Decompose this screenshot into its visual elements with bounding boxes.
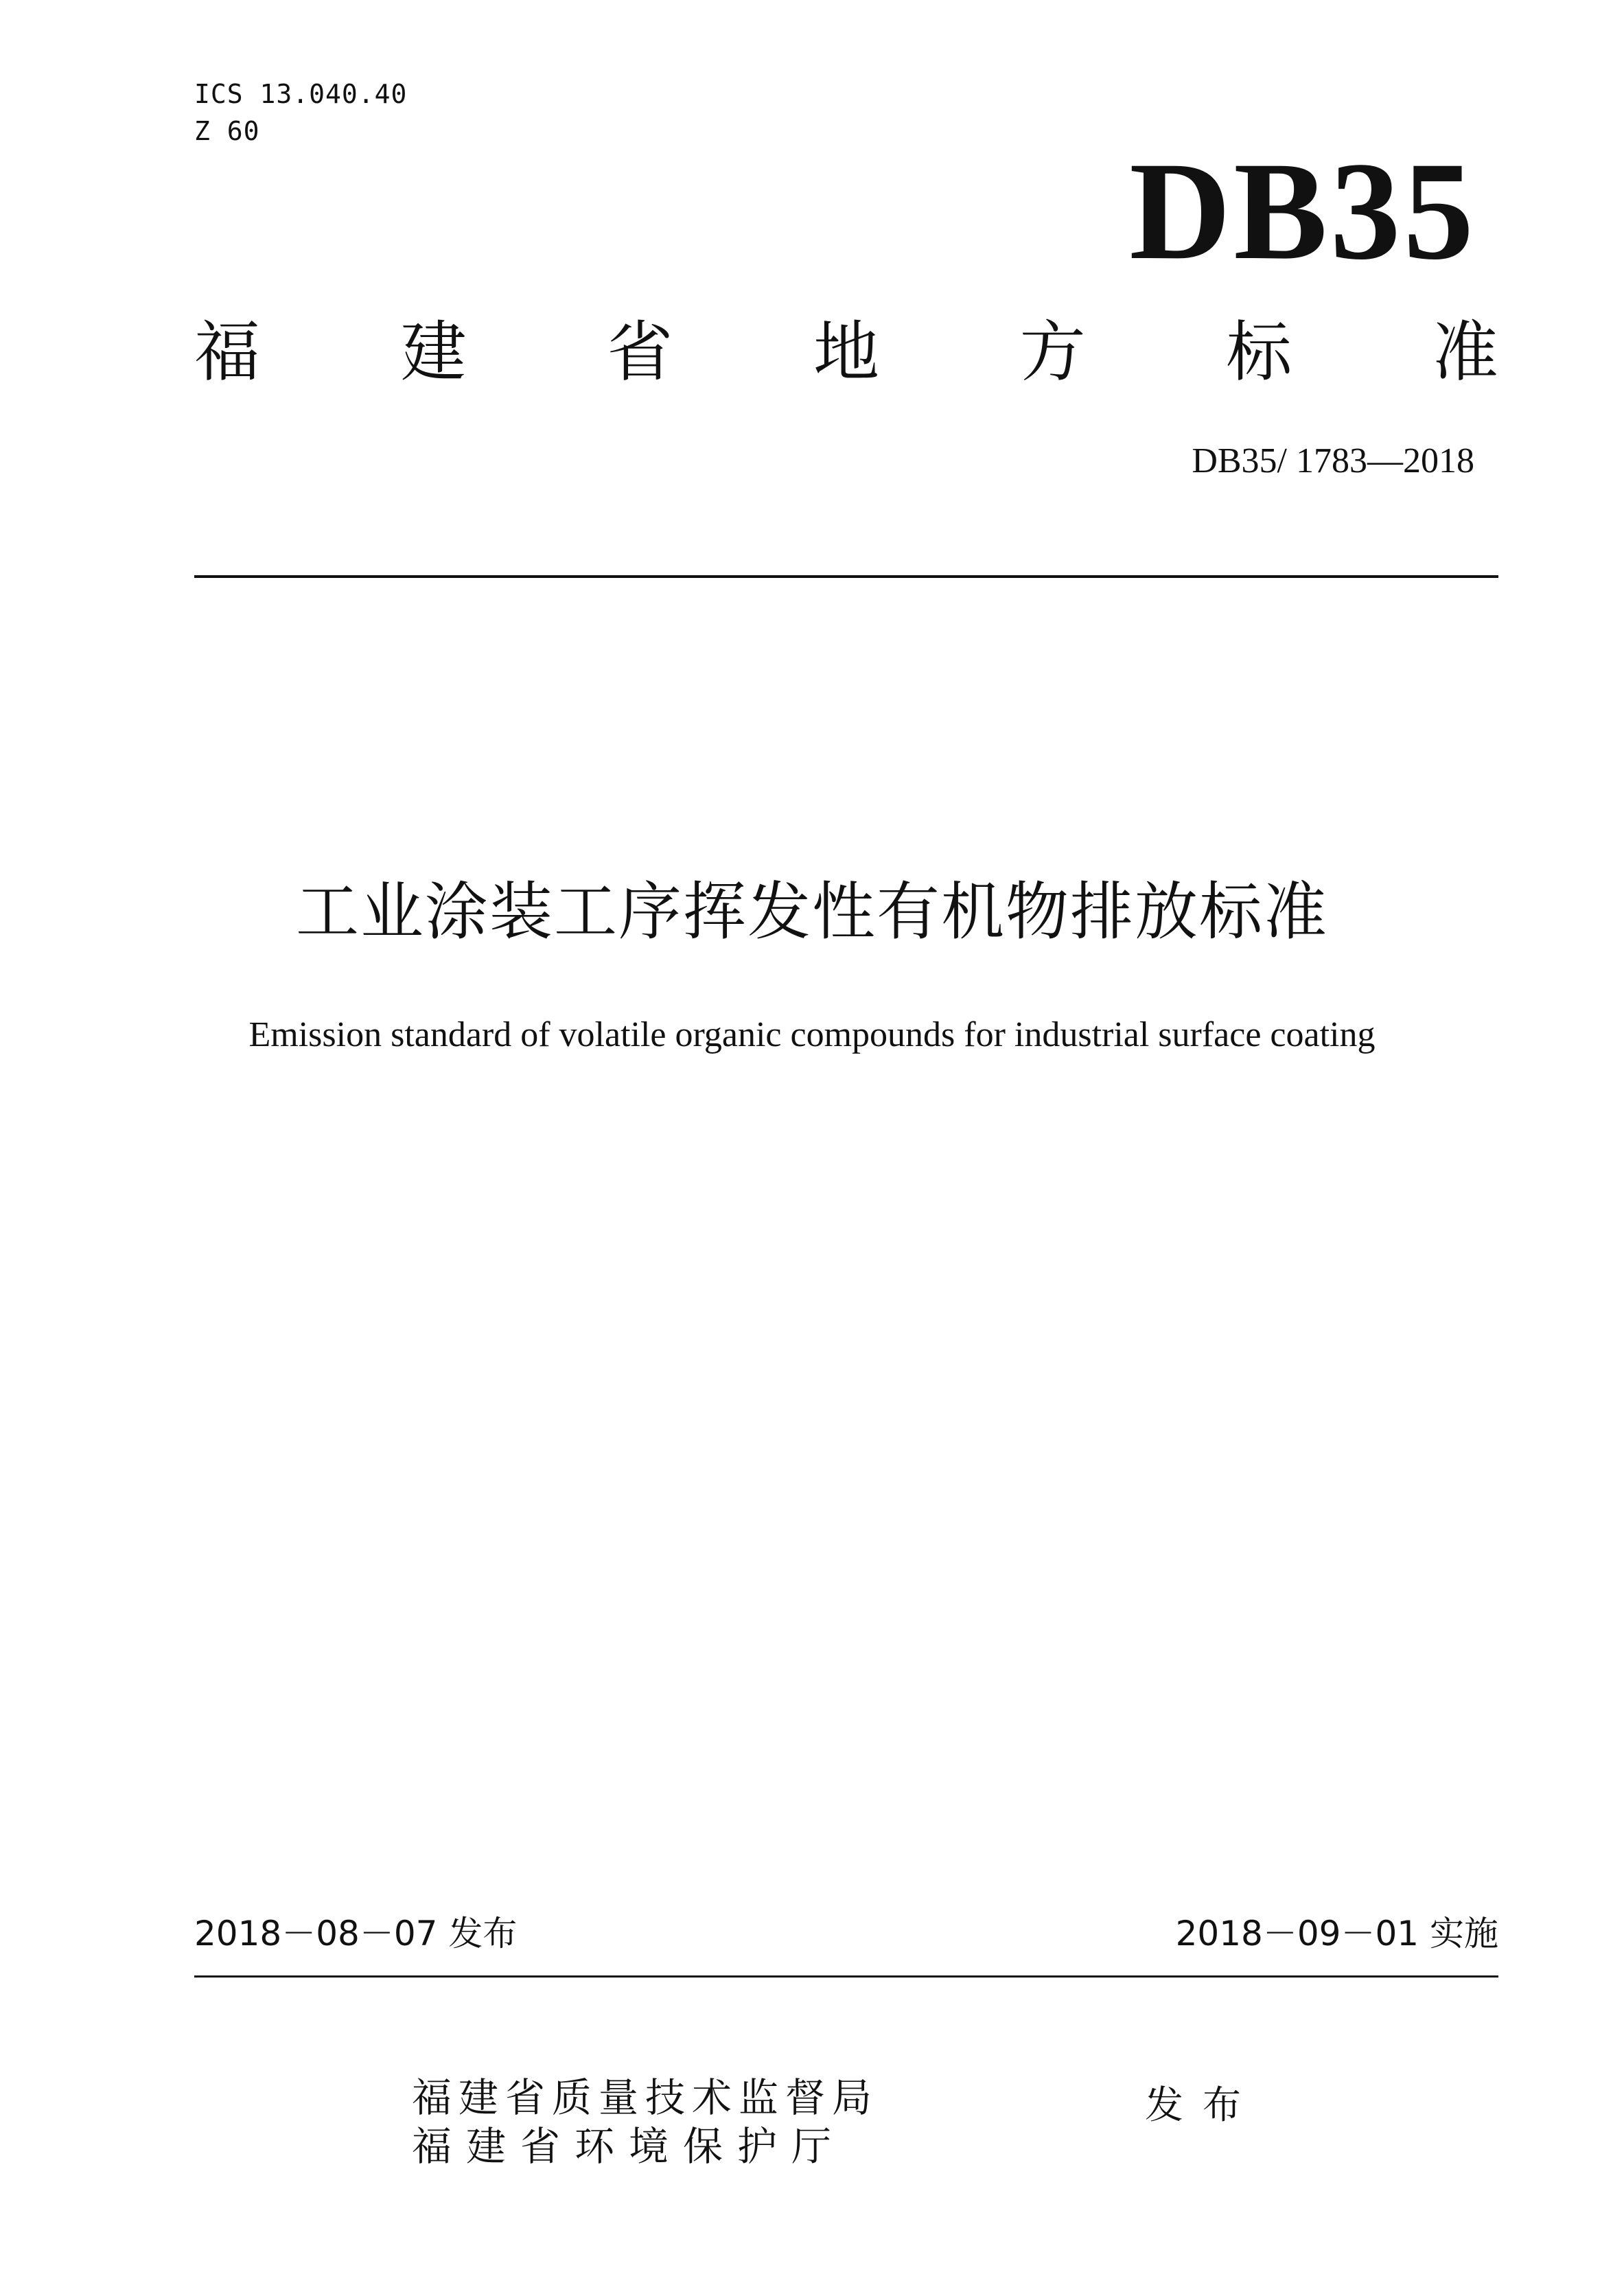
issuer-org-quality-bureau: 福建省质量技术监督局 [412, 2074, 879, 2121]
implement-date: 2018－09－01 实施 [1175, 1914, 1498, 1953]
top-divider [194, 575, 1498, 578]
issuer-org-environment-dept: 福建省环境保护厅 [412, 2123, 846, 2170]
publish-label: 发布 [1145, 2083, 1260, 2128]
standard-type-char: 方 [1019, 314, 1086, 391]
db-code-logo: DB35 [1129, 133, 1476, 289]
standard-number: DB35/ 1783—2018 [1192, 441, 1474, 480]
document-title-en: Emission standard of volatile organic compounds for industrial surface coating [248, 1015, 1376, 1054]
standard-type-heading [194, 314, 1498, 391]
standard-type-char: 准 [1432, 314, 1498, 391]
bottom-divider [194, 1975, 1498, 1978]
standard-type-char: 地 [813, 314, 879, 391]
standard-type-char: 省 [607, 314, 673, 391]
standard-type-char: 建 [400, 314, 467, 391]
document-title-cn: 工业涂装工序挥发性有机物排放标准 [295, 875, 1328, 949]
standard-type-char: 标 [1226, 314, 1292, 391]
ics-code: ICS 13.040.40 [194, 79, 408, 109]
standard-type-char: 福 [194, 314, 260, 391]
ccs-code: Z 60 [194, 116, 260, 146]
issue-date: 2018－08－07 发布 [194, 1914, 518, 1953]
